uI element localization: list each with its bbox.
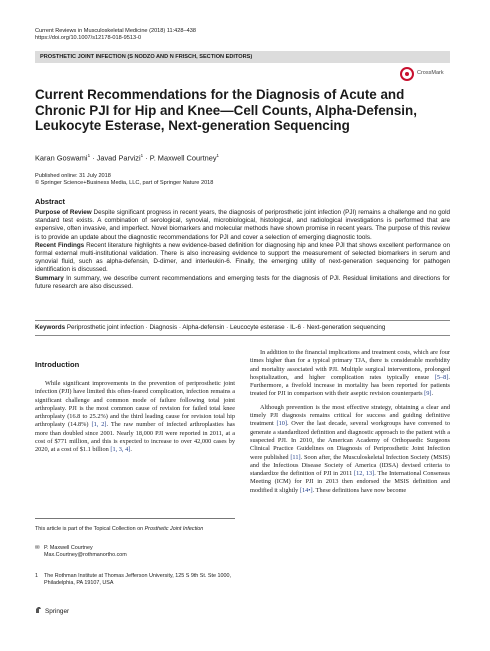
intro-text: . These definitions have now become <box>312 486 407 494</box>
citation-link[interactable]: [5–8] <box>434 373 449 381</box>
intro-paragraph <box>35 380 235 455</box>
intro-text: While significant improvements in the prevention of periprosthetic joint infection (PJI) have limited this often-feared complication, infection remains a significant challenge and common mode of failure following total joint arthroplasty. PJI is the most common cause of revision for failed total knee arthroplasty (16.8 to 25.2%) and the third leading cause for revision total hip arthroplasty (14.8%) <box>35 380 235 429</box>
affiliation-text: The Rothman Institute at Thomas Jefferson University, 125 S 9th St. Ste 1000, Philadelphia, PA 19107, USA <box>44 573 231 586</box>
author-list <box>35 153 219 162</box>
intro-text: . Furthermore, a fivefold increase in mortality has been reported for patients treated for PJI in comparison with their aseptic revision counterparts <box>250 373 450 398</box>
intro-text: . <box>431 390 434 398</box>
affiliation-number: 1 <box>35 573 38 579</box>
springer-label: Springer <box>45 608 70 615</box>
author-affil-sup: 1 <box>140 153 144 158</box>
citation-link[interactable]: [1, 3, 4] <box>110 446 131 454</box>
abstract-heading: Abstract <box>35 197 65 206</box>
journal-header <box>35 28 196 42</box>
springer-footer <box>35 606 69 615</box>
section-bar: PROSTHETIC JOINT INFECTION (S NODZO AND N FRISCH, SECTION EDITORS) <box>35 51 450 63</box>
abstract-findings <box>35 242 450 275</box>
abstract-purpose-label: Purpose of Review <box>35 209 92 216</box>
author-name[interactable]: Javad Parvizi <box>96 153 141 163</box>
citation-link[interactable]: [14•] <box>299 486 313 494</box>
intro-paragraph <box>250 404 450 495</box>
intro-text: In addition to the financial implications and treatment costs, which are four times higher than for a typical primary TJA, there is considerable morbidity and mortality associated with PJI. Multiple surgical interventions, prolonged hospitalization, and higher complication rates typically ensue <box>250 349 450 381</box>
abstract-purpose-text: Despite significant progress in recent years, the diagnosis of periprosthetic joint infection (PJI) remains a challenge and no gold standard test exists. A combination of serological, synovial, microbiological, histological, and radiological investigations is performed that are expensive, often invasive, and imperfect. Novel biomarkers and molecular methods have shown promise in recent years. The purpose of this review is to provide an update about the diagnostic recommendations for PJI and cover a selection of emerging diagnostic tools. <box>35 209 451 241</box>
crossmark-logo[interactable] <box>400 67 450 83</box>
corresponding-author <box>35 545 235 559</box>
footnote-rule <box>35 518 235 519</box>
intro-text: . Over the last decade, several workgroups have convened to generate a standardized definition and diagnostic approach to the patient with a suspected PJI. In 2010, the American Academy of Orthopaedic Surgeons Clinical Practice Guidelines on Diagnosis of Periprosthetic Joint Infection were published <box>250 420 450 461</box>
author-name[interactable]: P. Maxwell Courtney <box>149 153 217 163</box>
author-affil-sup: 1 <box>216 153 220 158</box>
abstract-body <box>35 209 450 291</box>
left-column <box>35 380 235 460</box>
keywords-label: Keywords <box>35 324 66 331</box>
author-affil-sup: 1 <box>87 153 91 158</box>
crossmark-label: CrossMark <box>417 70 444 76</box>
author-separator: · <box>143 153 150 163</box>
citation-link[interactable]: [12, 13] <box>354 470 375 478</box>
author-name[interactable]: Karan Goswami <box>35 153 88 163</box>
intro-text: . The raw number of infected arthroplasties has more than doubled since 2001. Nearly 18,000 PJI were reported in 2011, at a cost of $771 million, and this is expected to increase to over 42,000 cases by 2020, at a cost of $1.1 billion <box>35 421 235 454</box>
intro-text: . The International Consensus Meeting (ICM) for PJI in 2013 then endorsed the MSIS definition and modified it slightly <box>250 470 450 494</box>
citation-link[interactable]: [10] <box>276 420 287 428</box>
published-date: Published online: 31 July 2018 <box>35 173 111 179</box>
journal-doi[interactable]: https://doi.org/10.1007/s12178-018-9513-0 <box>35 35 142 41</box>
topical-prefix: This article is part of the Topical Collection on <box>35 526 145 532</box>
introduction-heading: Introduction <box>35 360 80 369</box>
right-column <box>250 349 450 500</box>
keywords-bottom-rule <box>35 335 450 336</box>
abstract-findings-text: Recent literature highlights a new evidence-based definition for diagnosing hip and knee PJI that shows excellent performance on formal external multi-institutional validation. There is also increasing evidence to support the measurement of selected biomarkers in serum and synovial fluid, such as alpha-defensin, D-dimer, and interleukin-6. Finally, the emerging utility of next-generation sequencing for pathogen identification is discussed. <box>35 241 451 274</box>
author-separator: · <box>90 153 97 163</box>
keywords-text: Periprosthetic joint infection · Diagnosis · Alpha-defensin · Leucocyte esterase · IL-6 · Next-generation sequencing <box>65 324 386 331</box>
copyright-line: © Springer Science+Business Media, LLC, part of Springer Nature 2018 <box>35 180 214 187</box>
intro-text: . Soon after, the Musculoskeletal Infection Society (MSIS) and the Infectious Disease Society of America (IDSA) devised criteria to standardize the definition of PJI in 2011 <box>250 453 450 478</box>
citation-link[interactable]: [11] <box>290 453 301 461</box>
abstract-summary-label: Summary <box>35 274 64 282</box>
intro-text: Although prevention is the most effective strategy, obtaining a clear and timely PJI diagnosis remains critical for success and guiding definitive treatment <box>250 403 450 428</box>
crossmark-icon <box>400 67 414 81</box>
keywords <box>35 324 450 332</box>
abstract-summary-text: In summary, we describe current recommendations and emerging tests for the diagnosis of PJI. Residual limitations and directions for future research are also discussed. <box>35 274 450 290</box>
journal-citation: Current Reviews in Musculoskeletal Medicine (2018) 11:428–438 <box>35 28 196 34</box>
intro-text: . <box>130 446 132 454</box>
topical-collection-name[interactable]: Prosthetic Joint Infection <box>144 526 204 532</box>
affiliation <box>35 573 235 587</box>
contact-email[interactable]: Max.Courtney@rothmanortho.com <box>44 552 127 558</box>
abstract-findings-label: Recent Findings <box>35 241 85 249</box>
citation-link[interactable]: [9] <box>424 390 432 398</box>
keywords-top-rule <box>35 320 450 321</box>
publication-info <box>35 173 213 187</box>
intro-paragraph <box>250 349 450 399</box>
springer-horse-icon <box>35 606 42 614</box>
contact-name: P. Maxwell Courtney <box>44 545 93 551</box>
article-title: Current Recommendations for the Diagnosis of Acute and Chronic PJI for Hip and Knee—Cell Counts, Alpha-Defensin, Leukocyte Esterase, Next-generation Sequencing <box>35 87 417 134</box>
citation-link[interactable]: [1, 2] <box>91 421 107 429</box>
abstract-purpose <box>35 209 450 242</box>
email-icon: ✉ <box>35 545 40 551</box>
topical-collection-note <box>35 526 235 533</box>
abstract-summary <box>35 275 450 291</box>
